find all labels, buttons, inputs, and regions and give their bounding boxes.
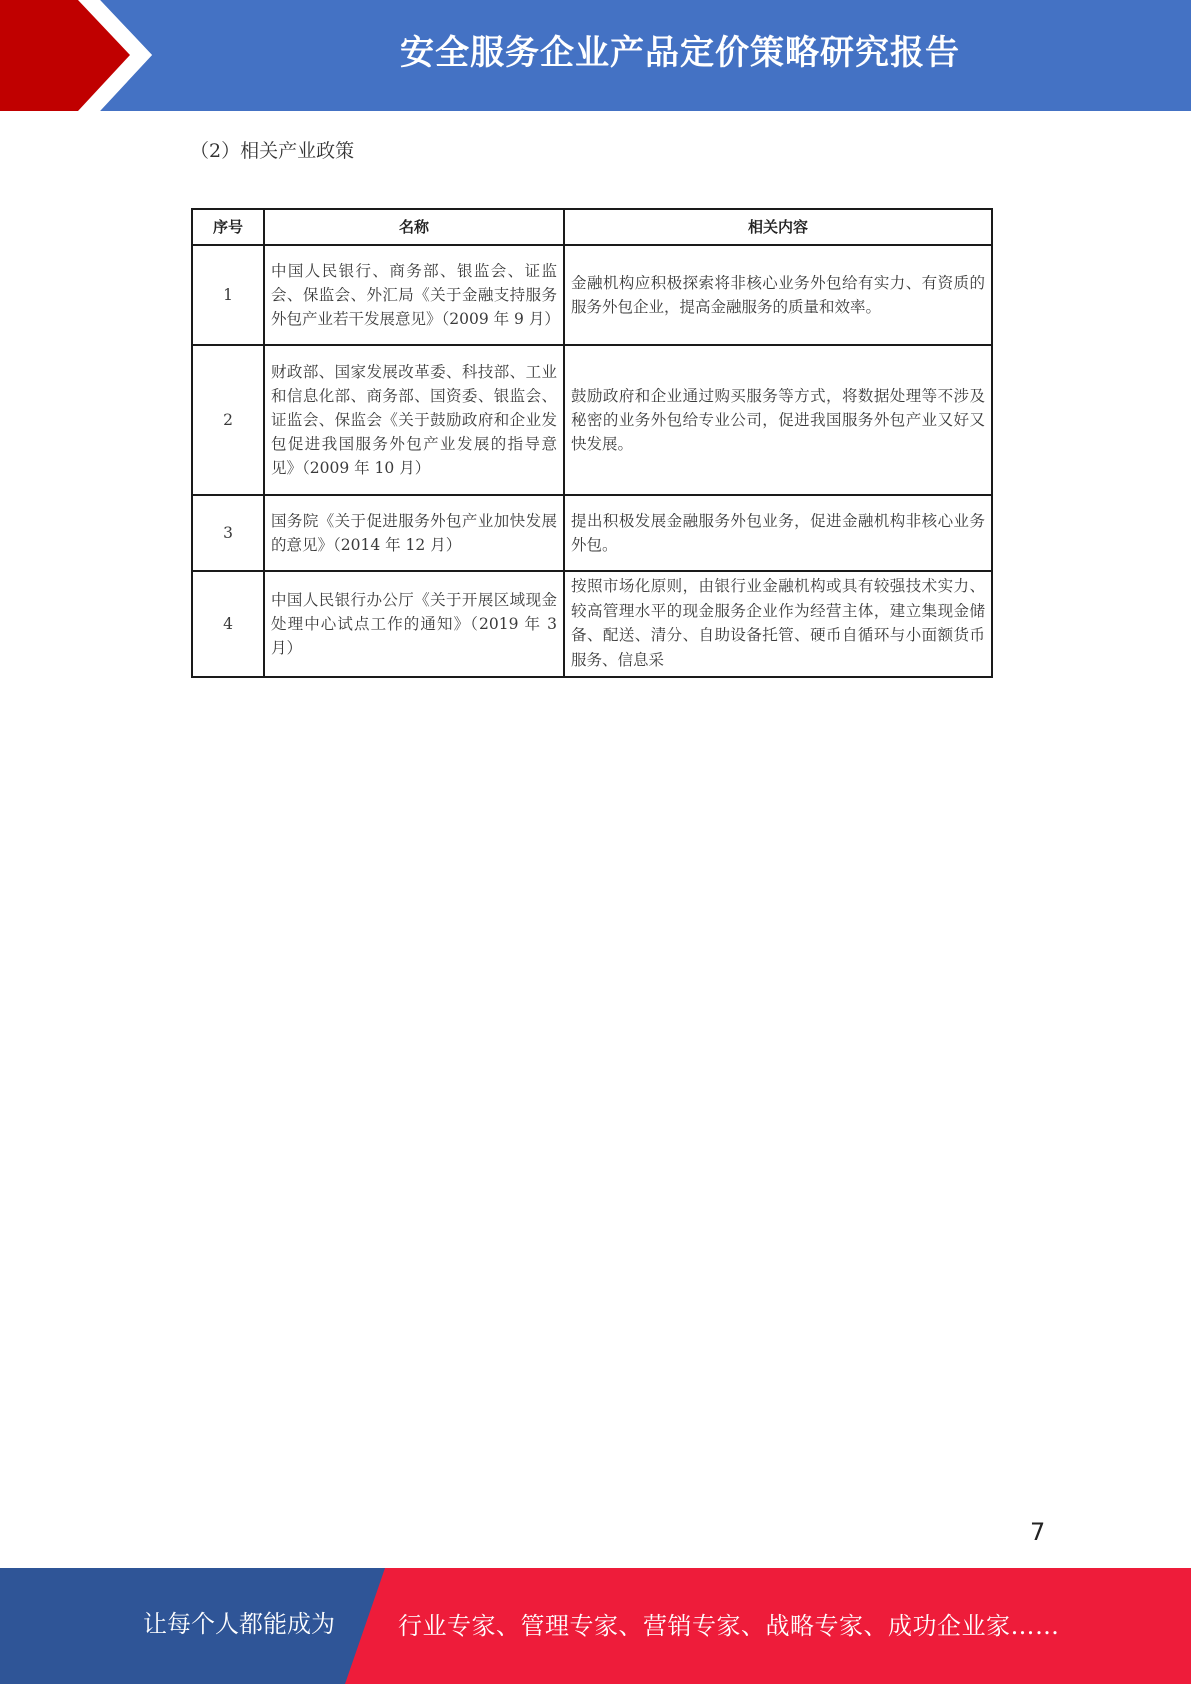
policy-content: 鼓励政府和企业通过购买服务等方式，将数据处理等不涉及秘密的业务外包给专业公司，促进我国服务外包产业又好又快发展。 — [564, 345, 992, 495]
section-heading: （2）相关产业政策 — [190, 140, 355, 162]
column-header-content: 相关内容 — [564, 209, 992, 245]
page-number: 7 — [1030, 1518, 1046, 1546]
row-number: 1 — [192, 245, 264, 345]
row-number: 3 — [192, 495, 264, 571]
table-header-row — [192, 209, 992, 245]
policy-name: 国务院《关于促进服务外包产业加快发展的意见》（2014 年 12 月） — [264, 495, 564, 571]
report-title: 安全服务企业产品定价策略研究报告 — [400, 33, 960, 73]
page-header — [0, 0, 1191, 111]
policy-content: 金融机构应积极探索将非核心业务外包给有实力、有资质的服务外包企业，提高金融服务的质量和效率。 — [564, 245, 992, 345]
column-header-name: 名称 — [264, 209, 564, 245]
policy-name: 财政部、国家发展改革委、科技部、工业和信息化部、商务部、国资委、银监会、证监会、保监会《关于鼓励政府和企业发包促进我国服务外包产业发展的指导意见》（2009 年 10 月） — [264, 345, 564, 495]
policy-content: 提出积极发展金融服务外包业务，促进金融机构非核心业务外包。 — [564, 495, 992, 571]
table-row — [192, 495, 992, 571]
policy-content-cell — [564, 571, 992, 677]
table-row — [192, 345, 992, 495]
table-row — [192, 245, 992, 345]
row-number: 4 — [192, 571, 264, 677]
column-header-number: 序号 — [192, 209, 264, 245]
policy-name: 中国人民银行、商务部、银监会、证监会、保监会、外汇局《关于金融支持服务外包产业若干发展意见》（2009 年 9 月） — [264, 245, 564, 345]
table-row — [192, 571, 992, 677]
row-number: 2 — [192, 345, 264, 495]
page-footer — [0, 1568, 1191, 1684]
footer-slogan-right: 行业专家、管理专家、营销专家、战略专家、成功企业家…… — [398, 1612, 1060, 1640]
policy-content: 按照市场化原则，由银行业金融机构或具有较强技术实力、较高管理水平的现金服务企业作为经营主体，建立集现金储备、配送、清分、自助设备托管、硬币自循环与小面额货币服务、信息采 — [571, 577, 985, 669]
footer-slogan-left: 让每个人都能成为 — [143, 1610, 335, 1638]
policy-table — [191, 208, 993, 678]
policy-name: 中国人民银行办公厅《关于开展区域现金处理中心试点工作的通知》（2019 年 3 月） — [264, 571, 564, 677]
